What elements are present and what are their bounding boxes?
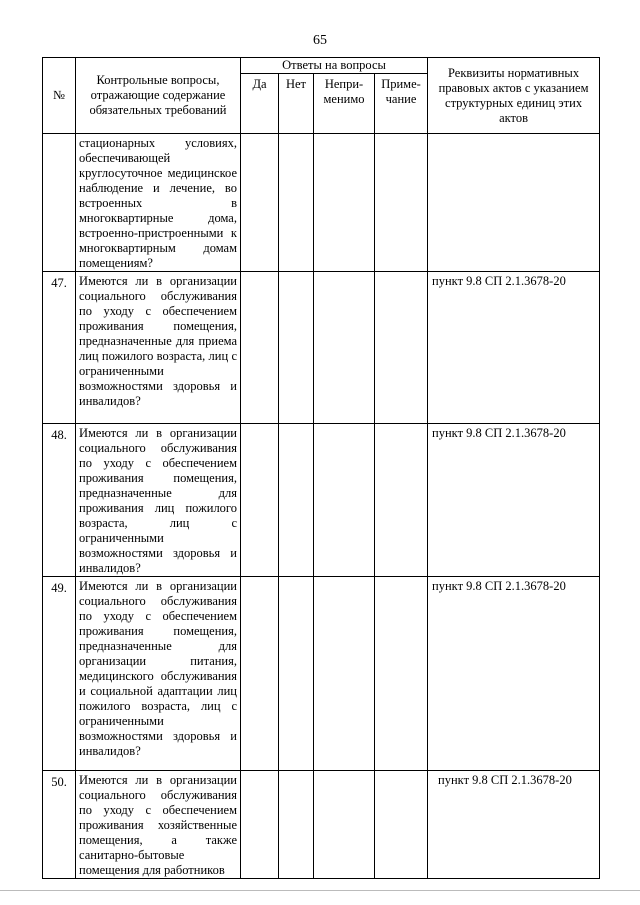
page-divider xyxy=(0,890,640,891)
answer-yes-cell[interactable] xyxy=(241,771,279,879)
row-question: стационарных условиях, обеспечивающей круглосуточное медицинское наблюдение и лечение, во встроенных в многоквартирные дома, встроенно-пристроенными к многоквартирным домам помещениям? xyxy=(76,134,241,272)
header-answers-group: Ответы на вопросы xyxy=(241,58,428,74)
header-answer-na: Непри-менимо xyxy=(314,74,375,134)
table-row xyxy=(43,577,600,771)
header-answer-note: Приме-чание xyxy=(375,74,428,134)
answer-na-cell[interactable] xyxy=(314,134,375,272)
answer-yes-cell[interactable] xyxy=(241,272,279,424)
answer-note-cell[interactable] xyxy=(375,577,428,771)
answer-no-cell[interactable] xyxy=(279,272,314,424)
answer-no-cell[interactable] xyxy=(279,577,314,771)
header-row xyxy=(43,58,600,74)
row-reference xyxy=(428,134,600,272)
answer-note-cell[interactable] xyxy=(375,272,428,424)
row-number: 47. xyxy=(43,272,76,424)
answer-no-cell[interactable] xyxy=(279,134,314,272)
answer-note-cell[interactable] xyxy=(375,424,428,577)
row-reference: пункт 9.8 СП 2.1.3678-20 xyxy=(428,272,600,424)
answer-na-cell[interactable] xyxy=(314,424,375,577)
row-reference: пункт 9.8 СП 2.1.3678-20 xyxy=(428,424,600,577)
header-number: № xyxy=(43,58,76,134)
row-question: Имеются ли в организации социального обслуживания по уходу с обеспечением проживания помещения, предназначенные для организации питания, медицинского обслуживания и социальной адаптации лиц пожилого возраста, лиц с ограниченными возможностями здоровья и инвалидов? xyxy=(76,577,241,771)
answer-na-cell[interactable] xyxy=(314,577,375,771)
checklist-table xyxy=(42,57,600,879)
answer-yes-cell[interactable] xyxy=(241,134,279,272)
header-answer-yes: Да xyxy=(241,74,279,134)
answer-na-cell[interactable] xyxy=(314,272,375,424)
header-questions: Контрольные вопросы, отражающие содержание обязательных требований xyxy=(76,58,241,134)
row-number xyxy=(43,134,76,272)
answer-no-cell[interactable] xyxy=(279,771,314,879)
answer-na-cell[interactable] xyxy=(314,771,375,879)
answer-yes-cell[interactable] xyxy=(241,424,279,577)
answer-yes-cell[interactable] xyxy=(241,577,279,771)
table-row xyxy=(43,424,600,577)
page-number: 65 xyxy=(313,33,327,48)
table-row xyxy=(43,272,600,424)
header-references: Реквизиты нормативных правовых актов с указанием структурных единиц этих актов xyxy=(428,58,600,134)
answer-note-cell[interactable] xyxy=(375,771,428,879)
row-number: 50. xyxy=(43,771,76,879)
row-number: 49. xyxy=(43,577,76,771)
table-row xyxy=(43,134,600,272)
row-reference: пункт 9.8 СП 2.1.3678-20 xyxy=(428,771,600,879)
answer-no-cell[interactable] xyxy=(279,424,314,577)
answer-note-cell[interactable] xyxy=(375,134,428,272)
table-row xyxy=(43,771,600,879)
row-question: Имеются ли в организации социального обслуживания по уходу с обеспечением проживания хозяйственные помещения, а также санитарно-бытовые помещения для работников xyxy=(76,771,241,879)
row-question: Имеются ли в организации социального обслуживания по уходу с обеспечением проживания помещения, предназначенные для проживания лиц пожилого возраста, лиц с ограниченными возможностями здоровья и инвалидов? xyxy=(76,424,241,577)
header-answer-no: Нет xyxy=(279,74,314,134)
row-number: 48. xyxy=(43,424,76,577)
row-reference: пункт 9.8 СП 2.1.3678-20 xyxy=(428,577,600,771)
row-question: Имеются ли в организации социального обслуживания по уходу с обеспечением проживания помещения, предназначенные для приема лиц пожилого возраста, лиц с ограниченными возможностями здоровья и инвалидов? xyxy=(76,272,241,424)
